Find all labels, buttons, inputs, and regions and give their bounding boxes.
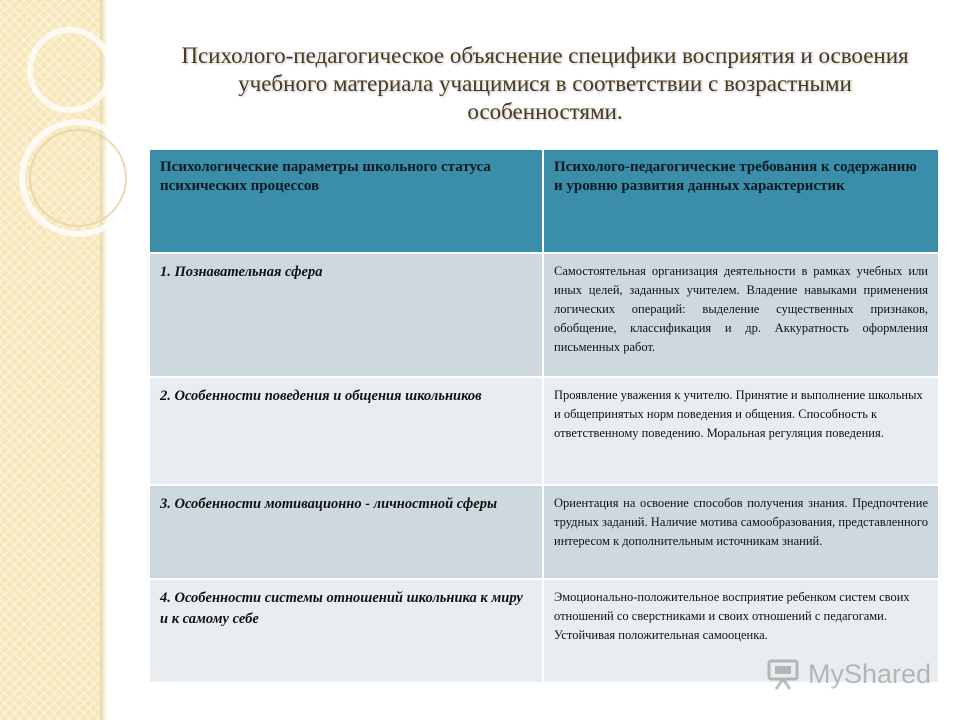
row-param: 2. Особенности поведения и общения школьников <box>150 378 544 484</box>
row-param: 3. Особенности мотивационно - личностной сферы <box>150 486 544 578</box>
presentation-board-icon <box>766 657 802 691</box>
decorative-rings <box>0 0 140 300</box>
myshared-watermark <box>766 654 931 694</box>
table-row <box>150 252 938 376</box>
table-row <box>150 484 938 578</box>
ring-top <box>30 30 110 110</box>
row-param: 4. Особенности системы отношений школьника к миру и к самому себе <box>150 580 544 682</box>
header-requirements: Психолого-педагогические требования к содержанию и уровню развития данных характеристик <box>544 150 938 252</box>
header-params: Психологические параметры школьного статуса психических процессов <box>150 150 544 252</box>
row-requirement: Эмоционально-положительное восприятие ребенком систем своих отношений со сверстниками и своих отношений с педагогами. Устойчивая положительная самооценка. <box>544 580 938 682</box>
row-requirement: Проявление уважения к учителю. Принятие и выполнение школьных и общепринятых норм поведения и общения. Способность к ответственному поведению. Моральная регуляция поведения. <box>544 378 938 484</box>
ring-bottom <box>22 122 134 234</box>
row-param: 1. Познавательная сфера <box>150 254 544 376</box>
watermark-text: MyShared <box>808 658 932 689</box>
row-requirement: Ориентация на освоение способов получения знания. Предпочтение трудных заданий. Наличие мотива самообразования, представленного интересом к дополнительным источникам знаний. <box>544 486 938 578</box>
table-header-row <box>150 150 938 252</box>
slide-title: Психолого-педагогическое объяснение специфики восприятия и освоения учебного материала учащимися в соответствии с возрастными особенностями. <box>181 43 909 124</box>
ring-bottom-inner <box>30 130 126 226</box>
table-row <box>150 376 938 484</box>
row-requirement: Самостоятельная организация деятельности в рамках учебных или иных целей, заданных учителем. Владение навыками применения логических операций: выделение существенных признаков, обобщение, классификация и др. Аккуратность оформления письменных работ. <box>544 254 938 376</box>
requirements-table <box>150 150 938 682</box>
